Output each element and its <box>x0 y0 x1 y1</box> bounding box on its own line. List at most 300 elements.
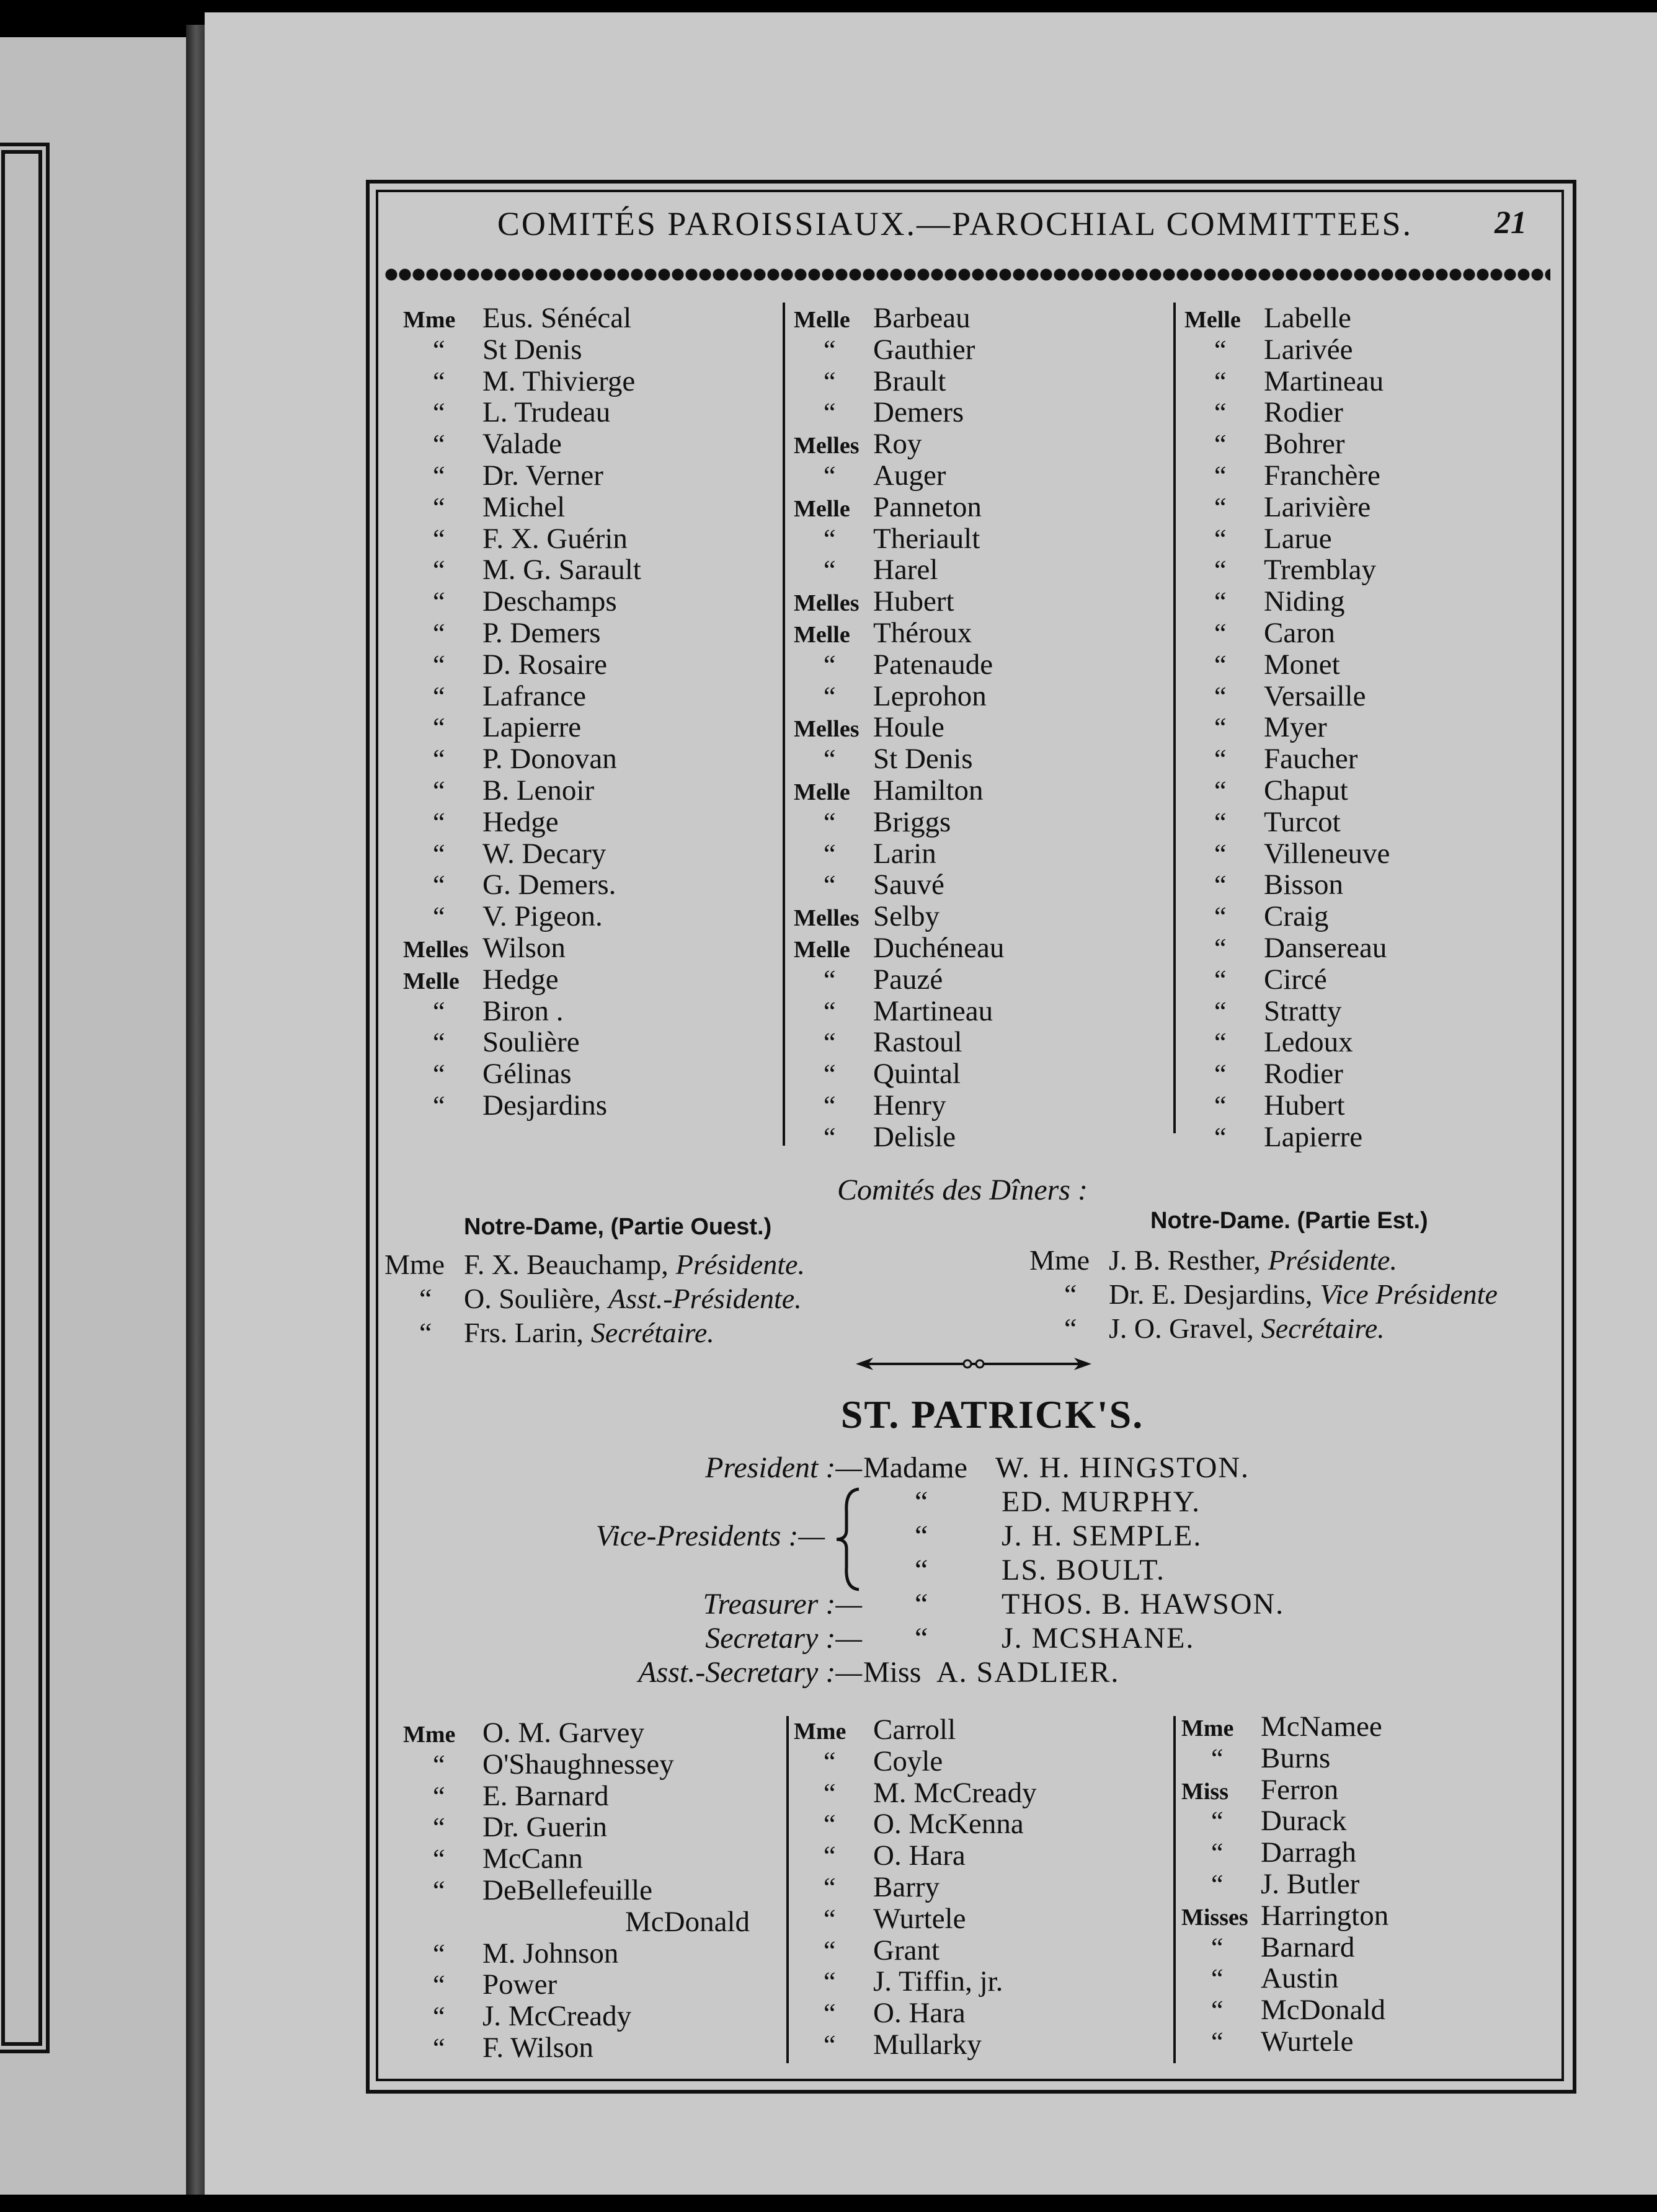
list-item <box>794 523 1166 555</box>
member-name: Durack <box>1261 1805 1347 1838</box>
list-item <box>794 964 1166 996</box>
title-prefix: “ <box>433 397 445 428</box>
officer-name: J. H. SEMPLE. <box>1002 1520 1202 1552</box>
member-name: Larin <box>873 837 936 870</box>
left-page <box>0 37 186 2195</box>
list-item <box>403 492 781 523</box>
list-item <box>1181 1932 1541 1963</box>
title-prefix: “ <box>433 807 445 838</box>
list-item <box>403 586 781 617</box>
member-name: Leprohon <box>873 679 987 712</box>
officer-row <box>1029 1243 1498 1277</box>
member-name: Martineau <box>873 994 993 1027</box>
member-name: Power <box>482 1968 558 2001</box>
column-rule <box>1173 303 1176 1133</box>
title-prefix: “ <box>824 1059 836 1090</box>
member-name: Houle <box>873 711 944 744</box>
member-name: F. X. Guérin <box>482 522 628 555</box>
ornament-divider <box>856 1352 1091 1376</box>
member-name: Eus. Sénécal <box>482 302 632 334</box>
list-item <box>794 1997 1166 2029</box>
officer-name: J. B. Resther, <box>1109 1244 1261 1276</box>
title-prefix: “ <box>433 1781 445 1812</box>
title-prefix: “ <box>433 1844 445 1875</box>
list-item <box>794 649 1166 681</box>
title-prefix: “ <box>433 775 445 806</box>
member-name: Gélinas <box>482 1058 572 1091</box>
list-item <box>403 1027 781 1058</box>
member-name: Hamilton <box>873 774 984 807</box>
list-item <box>794 1090 1166 1121</box>
list-item <box>794 460 1166 492</box>
st-patricks-title: ST. PATRICK'S. <box>840 1392 1144 1436</box>
member-name: Villeneuve <box>1264 837 1390 870</box>
member-name: V. Pigeon. <box>482 900 603 933</box>
list-item <box>403 1843 781 1875</box>
title-prefix: “ <box>824 870 836 901</box>
title-prefix: “ <box>1214 932 1227 963</box>
member-name: Hedge <box>482 805 559 838</box>
title-prefix: “ <box>433 460 445 491</box>
list-item <box>1184 743 1544 775</box>
notre-dame-column-1 <box>403 303 781 1121</box>
list-item <box>1184 1027 1544 1058</box>
officer-name: W. H. HINGSTON. <box>995 1451 1250 1484</box>
member-name: Patenaude <box>873 648 993 681</box>
notre-dame-column-3 <box>1184 303 1544 1153</box>
east-officers <box>1029 1243 1498 1345</box>
member-name: O. M. Garvey <box>482 1717 645 1749</box>
member-name: P. Demers <box>482 616 601 649</box>
officer-title: “ <box>915 1622 928 1655</box>
title-prefix: “ <box>1214 492 1227 523</box>
list-item <box>403 2032 781 2064</box>
list-item <box>403 869 781 901</box>
list-item <box>794 1966 1166 1997</box>
member-name: DeBellefeuille <box>482 1874 653 1906</box>
title-prefix: “ <box>433 1749 445 1780</box>
member-name: McNamee <box>1261 1710 1382 1743</box>
list-item <box>794 554 1166 586</box>
member-name: Barnard <box>1261 1931 1355 1963</box>
list-item <box>1181 1994 1541 2026</box>
title-prefix: “ <box>433 870 445 901</box>
member-name: E. Barnard <box>482 1779 609 1812</box>
officer-name: Dr. E. Desjardins, <box>1109 1278 1313 1310</box>
member-name: St Denis <box>482 333 582 366</box>
list-item <box>403 334 781 366</box>
list-item <box>794 712 1166 743</box>
title-prefix: “ <box>1214 996 1227 1027</box>
member-name: Burns <box>1261 1741 1331 1774</box>
title-prefix: “ <box>1214 870 1227 901</box>
title-prefix: “ <box>824 1841 836 1872</box>
officer-name: J. MCSHANE. <box>1002 1622 1195 1655</box>
officer-title: “ <box>915 1588 928 1621</box>
list-item <box>1184 996 1544 1027</box>
list-item <box>794 428 1166 460</box>
member-name: Barry <box>873 1870 940 1903</box>
officer-name: O. Soulière, <box>464 1283 602 1314</box>
member-name: Austin <box>1261 1962 1339 1995</box>
member-name: Mullarky <box>873 2028 982 2061</box>
list-item <box>794 1935 1166 1966</box>
title-prefix: “ <box>433 2032 445 2063</box>
list-item <box>403 366 781 397</box>
list-item <box>794 775 1166 807</box>
title-prefix: Mme <box>1181 1715 1234 1741</box>
member-name: Grant <box>873 1934 940 1966</box>
title-prefix: Melle <box>794 495 850 522</box>
list-item <box>1184 1121 1544 1153</box>
title-prefix: “ <box>824 1027 836 1058</box>
officer-title: “ <box>915 1520 928 1552</box>
member-name: O. Hara <box>873 1997 966 2030</box>
member-name: Valade <box>482 428 562 461</box>
list-item <box>1181 1805 1541 1837</box>
member-name: Barbeau <box>873 302 971 334</box>
member-name: Craig <box>1264 900 1329 933</box>
member-name: Biron . <box>482 994 564 1027</box>
title-prefix: Mme <box>794 1719 846 1745</box>
member-name: Myer <box>1264 711 1327 744</box>
officer-role: Présidente. <box>675 1249 805 1280</box>
list-item <box>403 428 781 460</box>
title-prefix: “ <box>433 1027 445 1058</box>
officer-row <box>384 1281 805 1316</box>
title-prefix: “ <box>1214 744 1227 775</box>
officer-label: President :— <box>705 1451 862 1484</box>
member-name: Demers <box>873 396 964 429</box>
title-prefix: “ <box>1214 901 1227 932</box>
list-item <box>1184 964 1544 996</box>
member-name: Hubert <box>873 585 954 618</box>
title-prefix: “ <box>1214 1090 1227 1121</box>
list-item <box>1184 1090 1544 1121</box>
title-prefix: “ <box>433 1970 445 2001</box>
title-prefix: Melle <box>794 307 850 333</box>
list-item <box>403 901 781 932</box>
member-name: Turcot <box>1264 805 1341 838</box>
member-name: Desjardins <box>482 1089 608 1121</box>
title-prefix: “ <box>1211 1995 1224 2026</box>
member-name: Tremblay <box>1264 554 1377 586</box>
member-name: Lafrance <box>482 679 586 712</box>
member-name: W. Decary <box>482 837 606 870</box>
member-name: J. Butler <box>1261 1867 1360 1900</box>
list-item <box>1184 586 1544 617</box>
list-item <box>794 1746 1166 1777</box>
member-name: Rodier <box>1264 396 1343 429</box>
west-heading: Notre-Dame, (Partie Ouest.) <box>464 1214 772 1240</box>
member-name: Wurtele <box>1261 2025 1354 2058</box>
title-prefix: “ <box>1214 712 1227 743</box>
list-item <box>794 743 1166 775</box>
list-item <box>1184 617 1544 649</box>
title-prefix: “ <box>824 1998 836 2029</box>
list-item <box>794 1840 1166 1872</box>
list-item <box>403 303 781 334</box>
member-name: Chaput <box>1264 774 1348 807</box>
title-prefix: “ <box>433 681 445 712</box>
list-item <box>1184 775 1544 807</box>
list-item <box>794 681 1166 712</box>
title-prefix: “ <box>1214 1121 1227 1152</box>
member-name: O. McKenna <box>873 1808 1024 1841</box>
title-prefix: “ <box>433 555 445 586</box>
list-item <box>794 838 1166 870</box>
title-prefix: “ <box>824 964 836 995</box>
title-prefix: “ <box>433 492 445 523</box>
dotted-rule <box>384 268 1550 281</box>
member-name: Larivée <box>1264 333 1353 366</box>
list-item <box>403 1090 781 1121</box>
list-item <box>1184 1058 1544 1090</box>
member-name: McDonald <box>1261 1994 1386 2027</box>
title-prefix: “ <box>433 1938 445 1969</box>
officer-title: “ <box>915 1485 928 1518</box>
officer-label: Treasurer :— <box>703 1588 862 1621</box>
officer-name: LS. BOULT. <box>1002 1554 1166 1586</box>
title-prefix: “ <box>824 397 836 428</box>
member-name: Théroux <box>873 616 972 649</box>
list-item <box>794 1121 1166 1153</box>
member-name: Harel <box>873 554 938 586</box>
member-name: McCann <box>482 1843 583 1875</box>
officer-label: Asst.-Secretary :— <box>638 1656 862 1689</box>
list-item <box>403 1875 781 1906</box>
title-prefix: “ <box>1214 586 1227 617</box>
title-prefix: “ <box>1064 1278 1077 1310</box>
list-item <box>403 523 781 555</box>
title-prefix: “ <box>433 2001 445 2032</box>
member-name: Roy <box>873 428 922 461</box>
title-prefix: Melle <box>794 779 850 805</box>
list-item <box>794 586 1166 617</box>
officer-name: J. O. Gravel, <box>1109 1312 1254 1344</box>
list-item <box>1181 1963 1541 1994</box>
list-item <box>794 617 1166 649</box>
list-item <box>794 1777 1166 1809</box>
member-name: Labelle <box>1264 302 1351 334</box>
list-item <box>403 964 781 996</box>
member-name: Pauzé <box>873 963 943 996</box>
title-prefix: “ <box>433 712 445 743</box>
title-prefix: “ <box>824 334 836 365</box>
officer-role: Asst.-Présidente. <box>608 1283 802 1314</box>
list-item <box>403 807 781 838</box>
officer-name: F. X. Beauchamp, <box>464 1249 669 1280</box>
title-prefix: “ <box>1211 1806 1224 1837</box>
title-prefix: “ <box>824 366 836 397</box>
officer-label: Vice-Presidents :— <box>595 1520 825 1552</box>
officer-role: Secrétaire. <box>590 1317 714 1348</box>
list-item <box>1181 1774 1541 1806</box>
officer-role: Vice Présidente <box>1320 1278 1498 1310</box>
list-item <box>794 901 1166 932</box>
list-item <box>1181 1837 1541 1869</box>
title-prefix: “ <box>433 1812 445 1843</box>
title-prefix: “ <box>1211 1838 1224 1869</box>
member-name: Wilson <box>482 931 566 964</box>
list-item <box>403 617 781 649</box>
member-name: O'Shaughnessey <box>482 1748 674 1781</box>
title-prefix: “ <box>433 838 445 869</box>
list-item <box>794 2029 1166 2061</box>
title-prefix: Melles <box>403 936 469 963</box>
officer-row <box>384 1316 805 1350</box>
list-item <box>403 1781 781 1812</box>
title-prefix: “ <box>1211 1743 1224 1774</box>
title-prefix: “ <box>824 1809 836 1840</box>
west-officers <box>384 1247 805 1350</box>
title-prefix: “ <box>433 1875 445 1906</box>
list-item <box>1184 807 1544 838</box>
title-prefix: Melles <box>794 590 860 617</box>
list-item <box>1181 1711 1541 1743</box>
officer-name: A. SADLIER. <box>936 1656 1120 1689</box>
member-name: Hubert <box>1264 1089 1345 1121</box>
title-prefix: Miss <box>1181 1778 1228 1805</box>
title-prefix: “ <box>1214 397 1227 428</box>
list-item <box>403 1717 781 1749</box>
title-prefix: “ <box>1214 460 1227 491</box>
member-name: Circé <box>1264 963 1327 996</box>
title-prefix: “ <box>433 744 445 775</box>
officer-title: Madame <box>863 1451 967 1484</box>
list-item <box>794 366 1166 397</box>
title-prefix: “ <box>1214 523 1227 554</box>
list-item <box>403 1749 781 1781</box>
title-prefix: “ <box>433 429 445 460</box>
list-item <box>403 932 781 964</box>
list-item <box>403 775 781 807</box>
title-prefix: Mme <box>403 1722 456 1748</box>
list-item <box>1184 492 1544 523</box>
officer-title: “ <box>915 1554 928 1586</box>
member-name: Soulière <box>482 1026 580 1059</box>
list-item <box>403 649 781 681</box>
list-item <box>1181 2026 1541 2058</box>
title-prefix: “ <box>824 1872 836 1903</box>
list-item <box>1184 649 1544 681</box>
st-patricks-column-2 <box>794 1714 1166 2061</box>
list-item <box>403 743 781 775</box>
title-prefix: Melles <box>794 433 860 459</box>
list-item <box>794 397 1166 428</box>
title-prefix: Mme <box>384 1249 445 1280</box>
list-item <box>794 492 1166 523</box>
list-item <box>1184 428 1544 460</box>
title-prefix: “ <box>433 586 445 617</box>
title-prefix: Melle <box>794 621 850 648</box>
member-name: M. Johnson <box>482 1937 619 1970</box>
member-name: M. G. Sarault <box>482 554 641 586</box>
list-item <box>403 397 781 428</box>
member-name: Hedge <box>482 963 559 996</box>
list-item <box>794 1903 1166 1935</box>
member-name: Delisle <box>873 1120 956 1153</box>
title-prefix: “ <box>824 1777 836 1808</box>
list-item <box>794 1027 1166 1058</box>
list-item <box>403 1812 781 1843</box>
member-name: Deschamps <box>482 585 617 618</box>
list-item <box>403 1906 781 1938</box>
title-prefix: “ <box>824 460 836 491</box>
page-title: COMITÉS PAROISSIAUX.—PAROCHIAL COMMITTEES. <box>497 205 1413 242</box>
member-name: Larivière <box>1264 490 1371 523</box>
title-prefix: “ <box>824 996 836 1027</box>
member-name: Dr. Guerin <box>482 1811 608 1844</box>
member-name: Harrington <box>1261 1899 1389 1932</box>
title-prefix: “ <box>1211 2026 1224 2057</box>
title-prefix: “ <box>824 1903 836 1934</box>
title-prefix: “ <box>824 1746 836 1777</box>
brace <box>834 1487 865 1592</box>
title-prefix: “ <box>824 1121 836 1152</box>
title-prefix: “ <box>433 366 445 397</box>
title-prefix: Melle <box>794 936 850 963</box>
title-prefix: “ <box>824 681 836 712</box>
list-item <box>1184 366 1544 397</box>
member-name: M. Thivierge <box>482 365 636 397</box>
officer-name: Frs. Larin, <box>464 1317 584 1348</box>
title-prefix: “ <box>824 1966 836 1997</box>
member-name: Briggs <box>873 805 951 838</box>
member-name: Henry <box>873 1089 946 1121</box>
member-name: Rodier <box>1264 1058 1343 1091</box>
list-item <box>1184 523 1544 555</box>
list-item <box>403 1969 781 2001</box>
list-item <box>794 932 1166 964</box>
title-prefix: Melle <box>1184 307 1241 333</box>
list-item <box>794 1808 1166 1840</box>
title-prefix: “ <box>824 523 836 554</box>
title-prefix: “ <box>1214 1059 1227 1090</box>
member-name: Rastoul <box>873 1026 962 1059</box>
list-item <box>1181 1743 1541 1774</box>
title-prefix: “ <box>433 523 445 554</box>
list-item <box>794 1058 1166 1090</box>
title-prefix: “ <box>824 2029 836 2060</box>
title-prefix: Melles <box>794 905 860 932</box>
member-name: Martineau <box>1264 365 1384 397</box>
member-name: Sauvé <box>873 869 944 901</box>
list-item <box>1184 554 1544 586</box>
member-name: D. Rosaire <box>482 648 608 681</box>
member-name: St Denis <box>873 743 973 776</box>
member-name: Panneton <box>873 490 982 523</box>
title-prefix: “ <box>433 996 445 1027</box>
title-prefix: “ <box>433 617 445 648</box>
title-prefix: “ <box>419 1283 432 1314</box>
page-number: 21 <box>1495 205 1527 241</box>
title-prefix: “ <box>1064 1312 1077 1344</box>
column-rule <box>783 303 785 1146</box>
member-name: Lapierre <box>1264 1120 1363 1153</box>
member-name: Bohrer <box>1264 428 1345 461</box>
list-item <box>403 460 781 492</box>
list-item <box>1184 901 1544 932</box>
title-prefix: “ <box>433 1090 445 1121</box>
list-item <box>403 1938 781 1970</box>
member-name: Carroll <box>873 1714 956 1746</box>
st-patricks-column-1 <box>403 1717 781 2064</box>
member-name: Monet <box>1264 648 1340 681</box>
list-item <box>1184 334 1544 366</box>
member-name: Brault <box>873 365 946 397</box>
title-prefix: “ <box>1211 1963 1224 1994</box>
